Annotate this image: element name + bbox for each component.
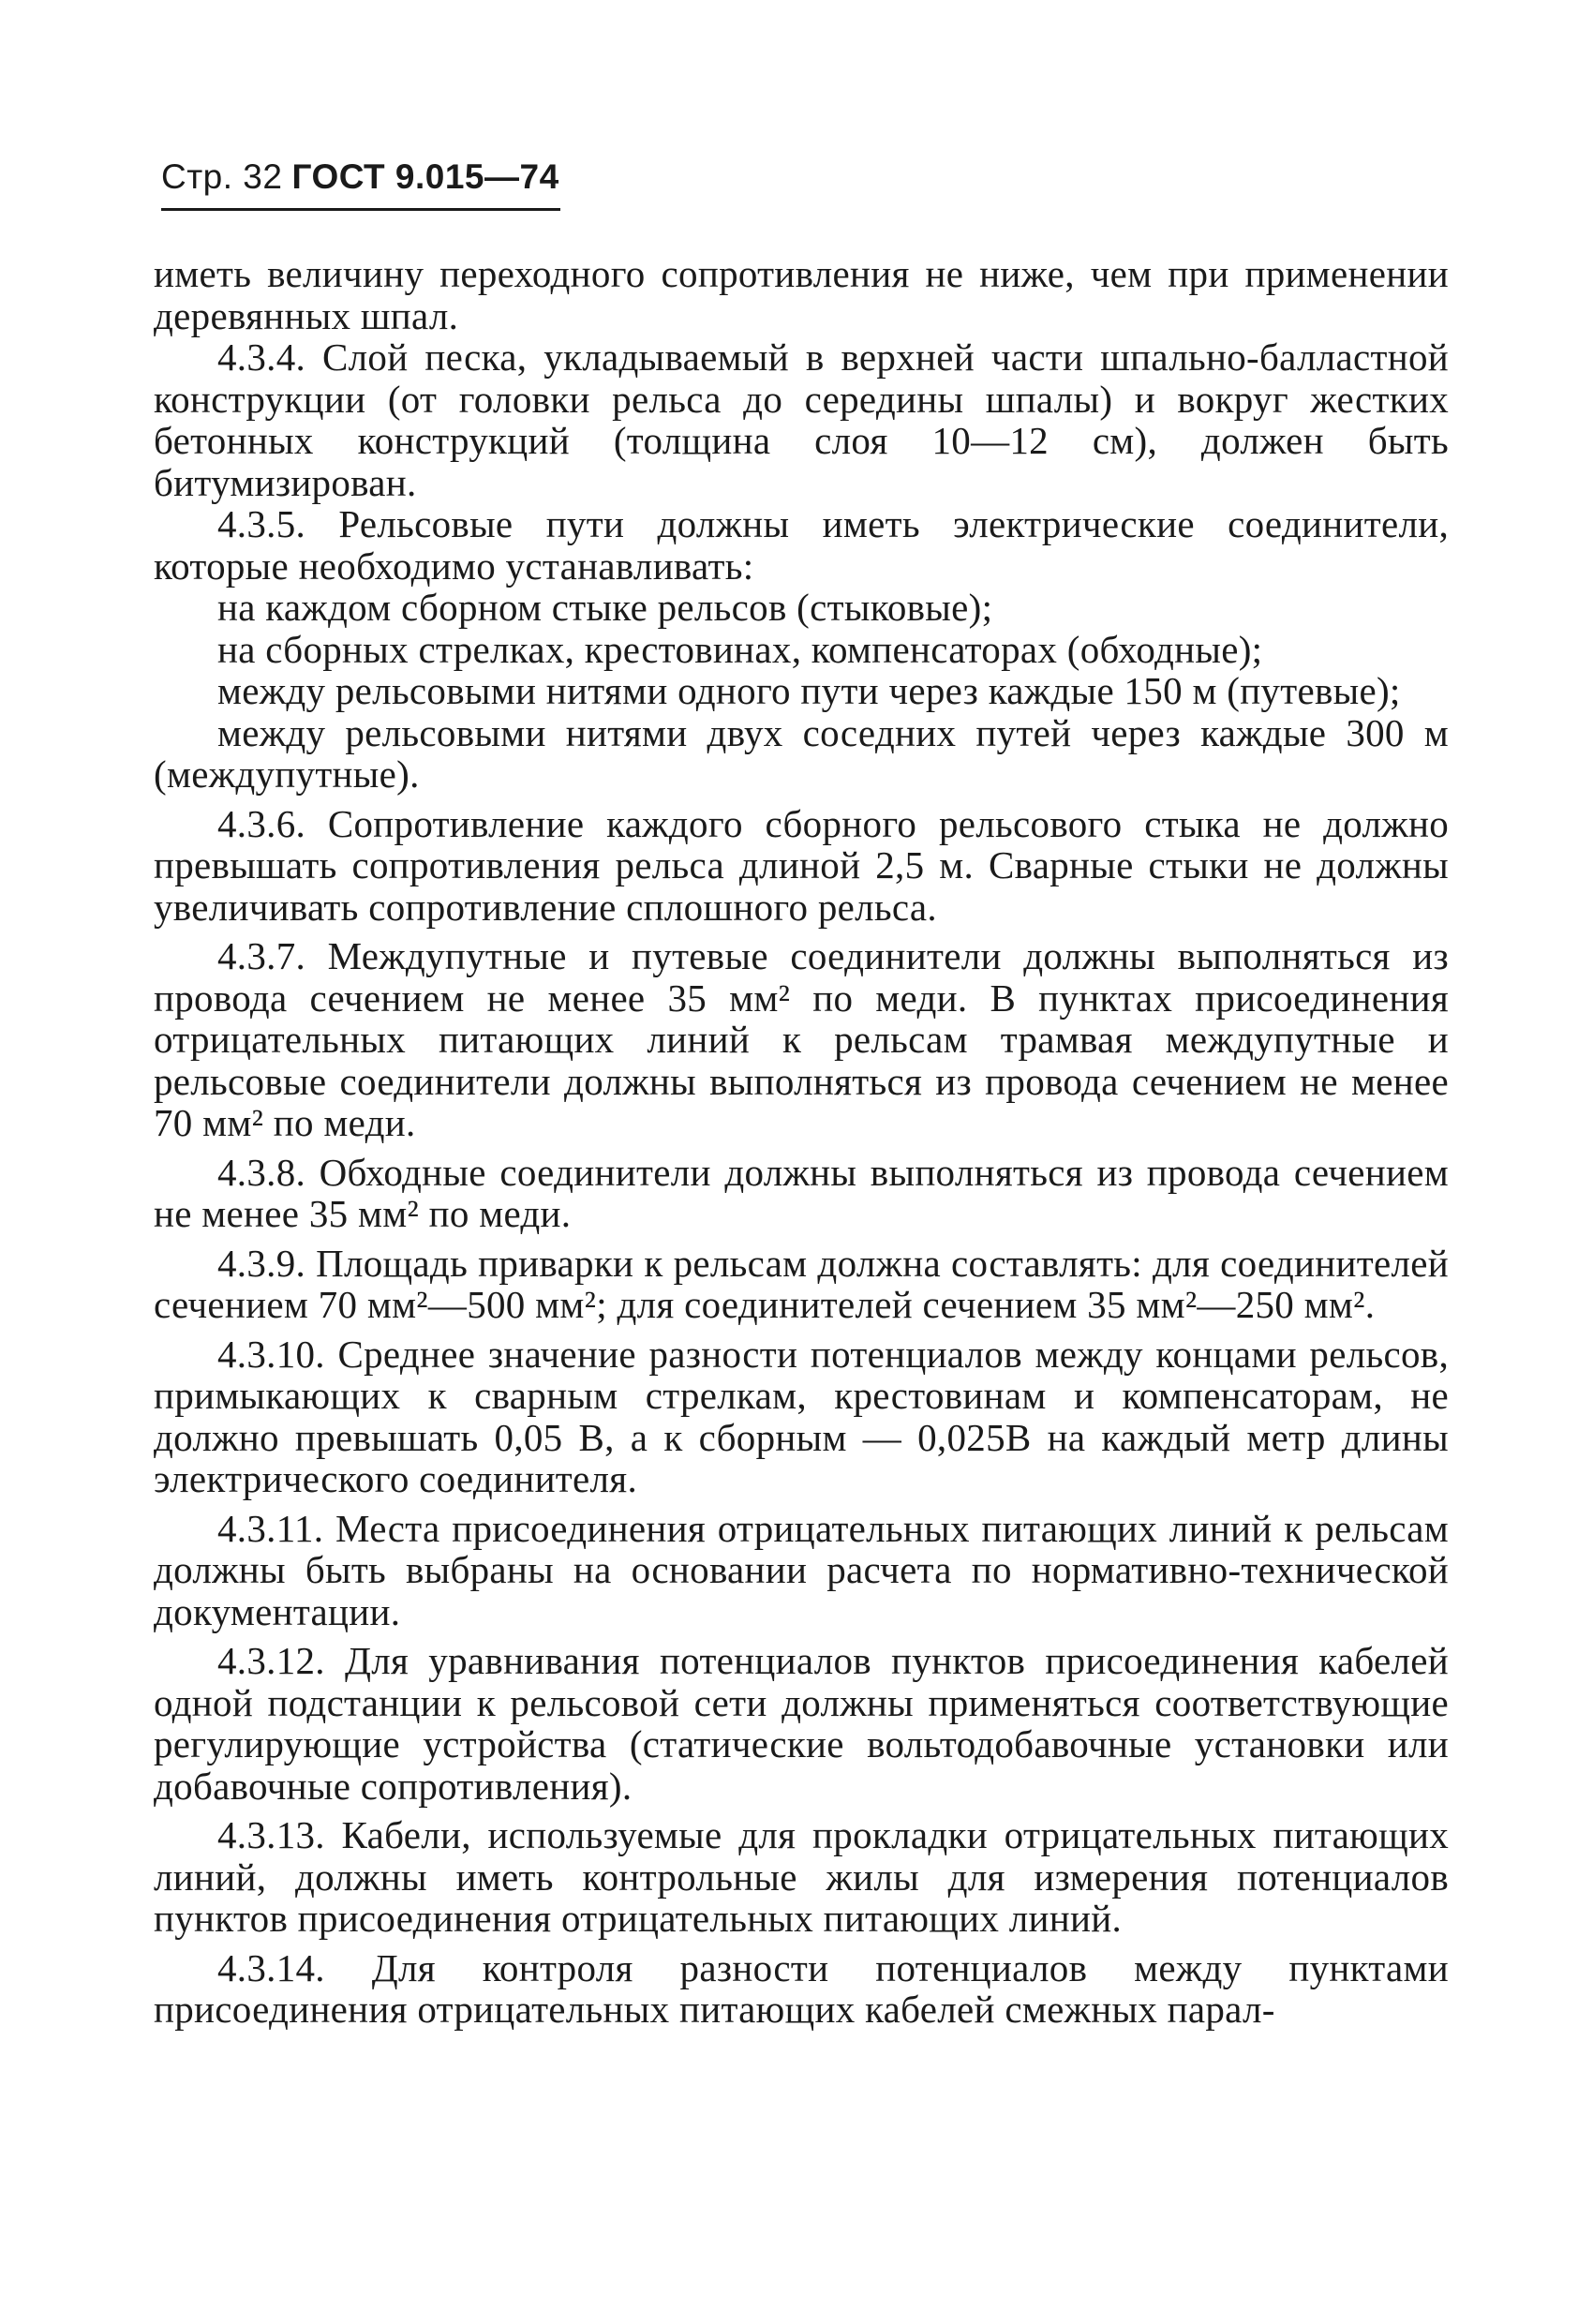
page-header [161,159,559,195]
list-item-intertrack-connectors: между рельсовыми нитями двух соседних путей через каждые 300 м (междупутные). [154,710,1449,796]
clause-4-3-11: 4.3.11. Места присоединения отрицательных питающих линий к рельсам должны быть выбраны на основании расчета по нормативно-технической документации. [154,1506,1449,1633]
clause-4-3-9: 4.3.9. Площадь приварки к рельсам должна составлять: для соединителей сечением 70 мм²—500 мм²; для соединителей сечением 35 мм²—250 мм². [154,1241,1449,1326]
list-item-track-connectors: между рельсовыми нитями одного пути через каждые 150 м (путевые); [217,669,1401,712]
clause-4-3-8: 4.3.8. Обходные соединители должны выполняться из провода сечением не менее 35 мм² по меди. [154,1150,1449,1235]
standard-code: ГОСТ 9.015—74 [291,157,559,196]
clause-4-3-5: 4.3.5. Рельсовые пути должны иметь электрические соединители, которые необходимо устанавливать: [154,502,1449,588]
header-rule [161,208,560,211]
clause-4-3-14: 4.3.14. Для контроля разности потенциалов между пунктами присоединения отрицательных питающих кабелей смежных парал- [154,1945,1449,2031]
list-item-joint-connectors: на каждом сборном стыке рельсов (стыковые); [217,586,993,629]
list-item-bypass-connectors: на сборных стрелках, крестовинах, компенсаторах (обходные); [217,627,1263,671]
clause-4-3-10: 4.3.10. Среднее значение разности потенциалов между концами рельсов, примыкающих к сварным стрелкам, крестовинам и компенсаторам, не должно превышать 0,05 В, а к сборным — 0,025В на каждый метр длины электрического соединителя. [154,1332,1449,1500]
clause-4-3-7: 4.3.7. Междупутные и путевые соединители должны выполняться из провода сечением не менее 35 мм² по меди. В пунктах присоединения отрицательных питающих линий к рельсам трамвая междупутные и рельсовые соединители должны выполняться из провода сечением не менее 70 мм² по меди. [154,934,1449,1144]
clause-4-3-4: 4.3.4. Слой песка, укладываемый в верхней части шпально-балластной конструкции (от головки рельса до середины шпалы) и вокруг жестких бетонных конструкций (толщина слоя 10—12 см), должен быть битумизирован. [154,335,1449,504]
clause-4-3-12: 4.3.12. Для уравнивания потенциалов пунктов присоединения кабелей одной подстанции к рельсовой сети должны применяться соответствующие регулирующие устройства (статические вольтодобавочные установки или добавочные сопротивления). [154,1639,1449,1808]
paragraph-continuation: иметь величину переходного сопротивления не ниже, чем при применении деревянных шпал. [154,252,1449,337]
clause-4-3-13: 4.3.13. Кабели, используемые для прокладки отрицательных питающих линий, должны иметь контрольные жилы для измерения потенциалов пунктов присоединения отрицательных питающих линий. [154,1813,1449,1940]
clause-4-3-6: 4.3.6. Сопротивление каждого сборного рельсового стыка не должно превышать сопротивления рельса длиной 2,5 м. Сварные стыки не должны увеличивать сопротивление сплошного рельса. [154,801,1449,929]
document-body [154,253,1449,2031]
page-number-label: Стр. 32 [161,157,283,196]
